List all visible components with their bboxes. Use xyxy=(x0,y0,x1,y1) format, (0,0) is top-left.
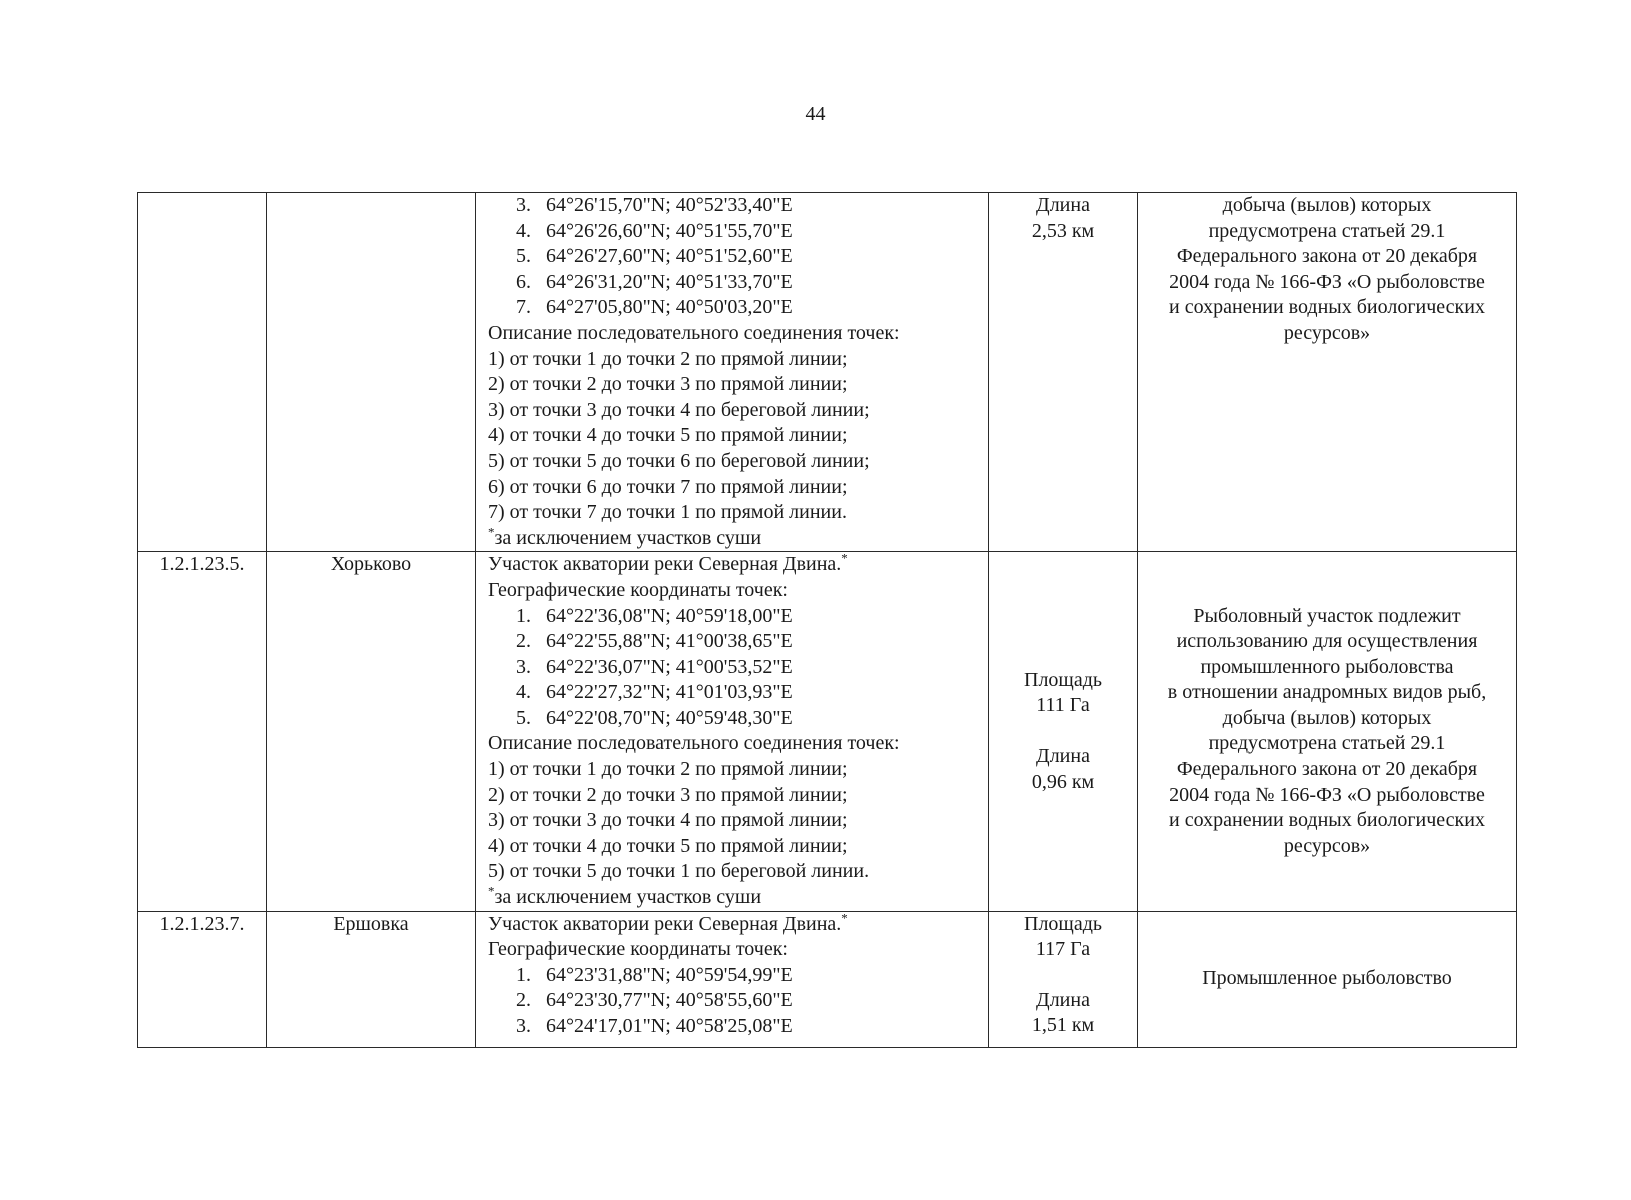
area-label: Площадь xyxy=(1024,668,1102,691)
list-item: 2. 64°22'55,88"N; 41°00'38,65"E xyxy=(516,630,793,653)
list-item: 4. 64°26'26,60"N; 40°51'55,70"E xyxy=(516,219,793,242)
row-size-cell xyxy=(989,193,1138,552)
purpose-line: промышленного рыболовства xyxy=(1200,655,1454,678)
list-item: 6. 64°26'31,20"N; 40°51'33,70"E xyxy=(516,270,793,293)
area-heading: Участок акватории реки Северная Двина.* xyxy=(488,550,848,576)
purpose-line: и сохранении водных биологических xyxy=(1169,296,1485,319)
row-description-cell xyxy=(476,911,989,1047)
length-value: 2,53 км xyxy=(1031,219,1095,242)
list-item: 7. 64°27'05,80"N; 40°50'03,20"E xyxy=(516,296,793,319)
purpose-line: предусмотрена статьей 29.1 xyxy=(1208,732,1446,755)
row-description-cell xyxy=(476,193,989,552)
connection-title: Описание последовательного соединения точек: xyxy=(488,732,900,755)
length-value: 0,96 км xyxy=(1031,770,1095,793)
purpose-line: предусмотрена статьей 29.1 xyxy=(1208,219,1446,242)
list-item: 1. 64°22'36,08"N; 40°59'18,00"E xyxy=(516,604,793,627)
row-description-cell xyxy=(476,552,989,911)
purpose-line: Промышленное рыболовство xyxy=(1202,967,1452,990)
row-id-cell: 1.2.1.23.7. xyxy=(138,911,267,1047)
fishing-areas-table xyxy=(137,192,1517,1048)
row-purpose-cell xyxy=(1138,911,1517,1047)
purpose-line: добыча (вылов) которых xyxy=(1222,706,1432,729)
purpose-line: 2004 года № 166-ФЗ «О рыболовстве xyxy=(1169,270,1485,293)
row-purpose-cell xyxy=(1138,193,1517,552)
connection-line: 5) от точки 5 до точки 1 по береговой линии. xyxy=(488,860,870,883)
table-row xyxy=(138,193,1517,552)
connection-line: 7) от точки 7 до точки 1 по прямой линии. xyxy=(488,501,847,524)
row-name-cell: Хорьково xyxy=(267,552,476,911)
area-heading: Участок акватории реки Северная Двина.* xyxy=(488,909,848,935)
connection-line: 4) от точки 4 до точки 5 по прямой линии; xyxy=(488,834,848,857)
connection-line: 2) от точки 2 до точки 3 по прямой линии; xyxy=(488,783,848,806)
length-label: Длина xyxy=(1036,194,1090,216)
area-value: 111 Га xyxy=(1036,694,1090,717)
list-item: 4. 64°22'27,32"N; 41°01'03,93"E xyxy=(516,681,793,704)
purpose-line: Рыболовный участок подлежит xyxy=(1193,604,1461,627)
purpose-line: добыча (вылов) которых xyxy=(1222,194,1432,216)
list-item: 2. 64°23'30,77"N; 40°58'55,60"E xyxy=(516,989,793,1012)
connection-line: 1) от точки 1 до точки 2 по прямой линии; xyxy=(488,758,848,781)
coords-title: Географические координаты точек: xyxy=(488,938,788,961)
connection-line: 5) от точки 5 до точки 6 по береговой линии; xyxy=(488,449,870,472)
connection-line: 4) от точки 4 до точки 5 по прямой линии; xyxy=(488,424,848,447)
area-label: Площадь xyxy=(1024,912,1102,935)
purpose-line: Федерального закона от 20 декабря xyxy=(1176,758,1478,781)
purpose-line: использованию для осуществления xyxy=(1176,630,1478,653)
list-item: 3. 64°24'17,01"N; 40°58'25,08"E xyxy=(516,1015,793,1037)
coordinate-list xyxy=(488,193,988,321)
purpose-line: ресурсов» xyxy=(1283,834,1371,857)
purpose-line: 2004 года № 166-ФЗ «О рыболовстве xyxy=(1169,783,1485,806)
length-label: Длина xyxy=(1036,744,1090,767)
purpose-line: и сохранении водных биологических xyxy=(1169,809,1485,832)
connection-title: Описание последовательного соединения точек: xyxy=(488,321,900,344)
length-value: 1,51 км xyxy=(1031,1014,1095,1037)
list-item: 5. 64°26'27,60"N; 40°51'52,60"E xyxy=(516,245,793,268)
length-label: Длина xyxy=(1036,988,1090,1011)
table-row xyxy=(138,552,1517,911)
table-row xyxy=(138,911,1517,1047)
row-id-cell: 1.2.1.23.5. xyxy=(138,552,267,911)
row-size-cell xyxy=(989,911,1138,1047)
list-item: 5. 64°22'08,70"N; 40°59'48,30"E xyxy=(516,706,793,729)
coordinate-list xyxy=(488,604,988,732)
coords-title: Географические координаты точек: xyxy=(488,578,788,601)
footnote: *за исключением участков суши xyxy=(488,883,762,909)
connection-line: 1) от точки 1 до точки 2 по прямой линии; xyxy=(488,347,848,370)
connection-line: 3) от точки 3 до точки 4 по береговой линии; xyxy=(488,398,870,421)
row-id-cell xyxy=(138,193,267,552)
page-number: 44 xyxy=(805,103,826,125)
connection-line: 3) от точки 3 до точки 4 по прямой линии; xyxy=(488,809,848,832)
list-item: 3. 64°22'36,07"N; 41°00'53,52"E xyxy=(516,655,793,678)
list-item: 1. 64°23'31,88"N; 40°59'54,99"E xyxy=(516,963,793,986)
purpose-line: ресурсов» xyxy=(1283,321,1371,344)
footnote: *за исключением участков суши xyxy=(488,524,762,549)
row-purpose-cell xyxy=(1138,552,1517,911)
coordinate-list xyxy=(488,963,988,1040)
list-item: 3. 64°26'15,70"N; 40°52'33,40"E xyxy=(516,194,793,216)
row-name-cell xyxy=(267,193,476,552)
connection-line: 2) от точки 2 до точки 3 по прямой линии; xyxy=(488,373,848,396)
row-name-cell: Ершовка xyxy=(267,911,476,1047)
purpose-line: Федерального закона от 20 декабря xyxy=(1176,245,1478,268)
connection-line: 6) от точки 6 до точки 7 по прямой линии; xyxy=(488,475,848,498)
purpose-line: в отношении анадромных видов рыб, xyxy=(1167,681,1487,704)
row-size-cell xyxy=(989,552,1138,911)
area-value: 117 Га xyxy=(1035,938,1091,961)
